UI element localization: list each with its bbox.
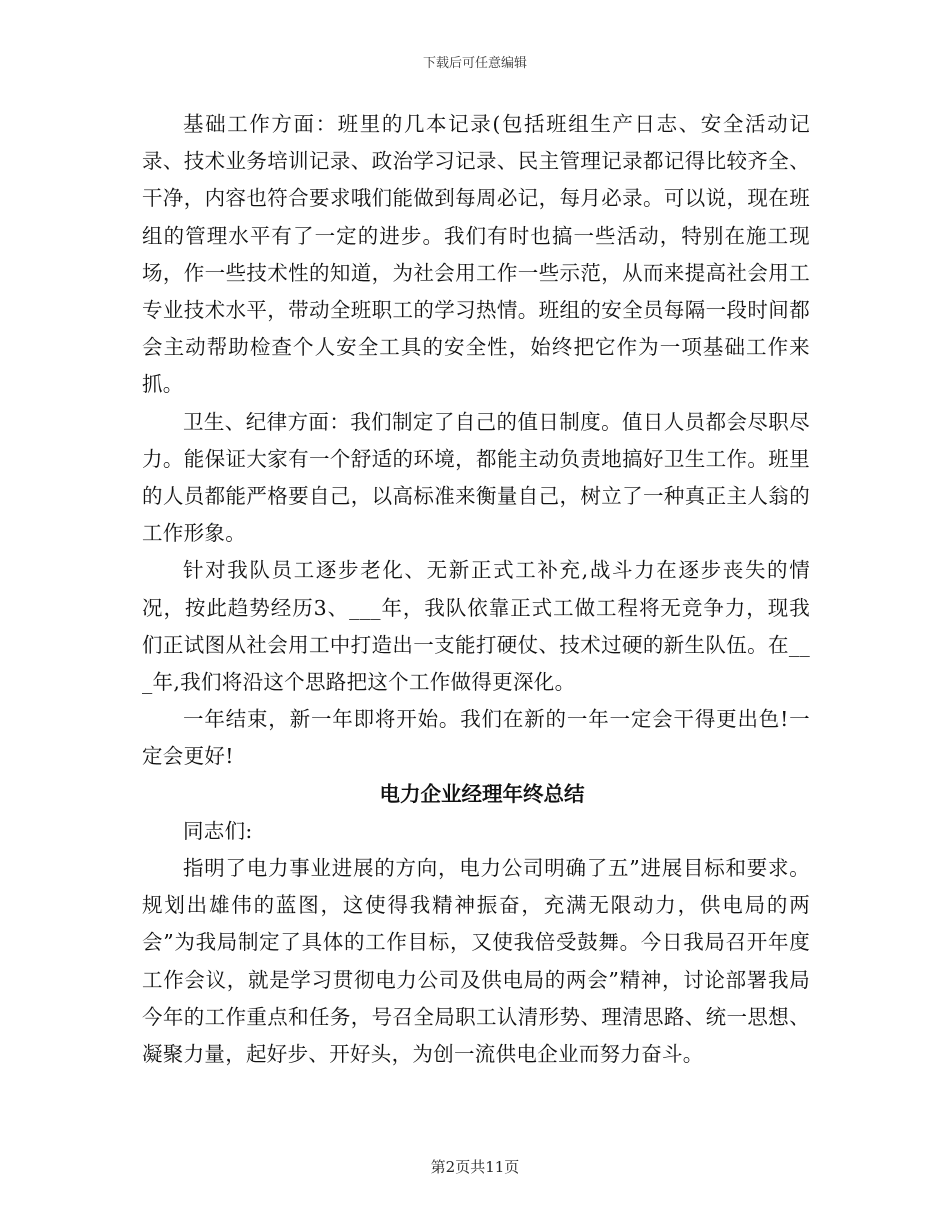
paragraph-basic-work: 基础工作方面：班里的几本记录(包括班组生产日志、安全活动记录、技术业务培训记录、政治学习记录、民主管理记录都记得比较齐全、干净，内容也符合要求哦们能做到每周必记，每月必录。可以说，现在班组的管理水平有了一定的进步。我们有时也搞一些活动，特别在施工现场，作一些技术性的知道，为社会用工作一些示范，从而来提高社会用工专业技术水平，带动全班职工的学习热情。班组的安全员每隔一段时间都会主动帮助检查个人安全工具的安全性，始终把它作为一项基础工作来抓。 [142,112,810,397]
document-body [142,106,810,1073]
paragraph-year-end: 一年结束，新一年即将开始。我们在新的一年一定会干得更出色!一定会更好! [142,707,810,769]
paragraph-direction: 指明了电力事业进展的方向，电力公司明确了五”进展目标和要求。规划出雄伟的蓝图，这使得我精神振奋，充满无限动力，供电局的两会”为我局制定了具体的工作目标，又使我倍受鼓舞。今日我局召开年度工作会议，就是学习贯彻电力公司及供电局的两会”精神，讨论部署我局今年的工作重点和任务，号召全局职工认清形势、理清思路、统一思想、凝聚力量，起好步、开好头，为创一流供电企业而努力奋斗。 [142,856,810,1067]
page-header-note: 下载后可任意编辑 [422,56,527,71]
page-footer-indicator: 第2页共11页 [430,1158,520,1176]
paragraph-staff-aging: 针对我队员工逐步老化、无新正式工补充,战斗力在逐步丧失的情况，按此趋势经历3、___年，我队依靠正式工做工程将无竞争力，现我们正试图从社会用工中打造出一支能打硬仗、技术过硬的新生队伍。在___年,我们将沿这个思路把这个工作做得更深化。 [142,558,810,695]
section-title: 电力企业经理年终总结 [379,781,585,806]
paragraph-hygiene-discipline: 卫生、纪律方面：我们制定了自己的值日制度。值日人员都会尽职尽力。能保证大家有一个舒适的环境，都能主动负责地搞好卫生工作。班里的人员都能严格要自己，以高标准来衡量自己，树立了一种真正主人翁的工作形象。 [142,409,810,546]
paragraph-salutation: 同志们: [183,818,253,843]
